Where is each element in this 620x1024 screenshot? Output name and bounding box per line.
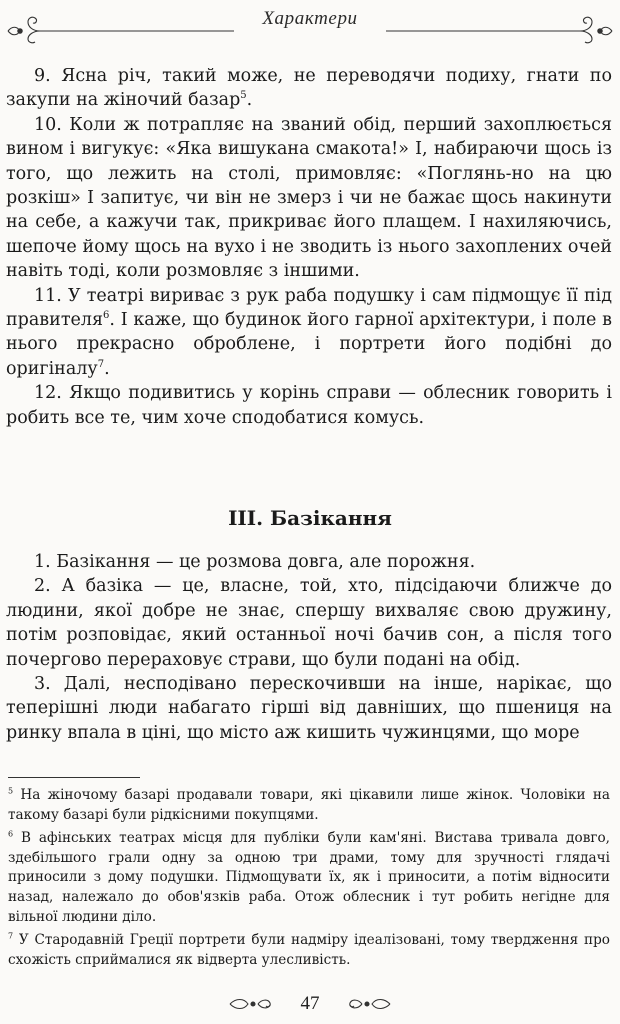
section-heading: III. Базікання [228, 506, 392, 530]
footnote-divider [8, 777, 140, 778]
footnote-7: $^7$ У Стародавній Греції портрети були надміру ідеалізовані, тому твердження про схожість сприймалися як відверта улесливість. [8, 931, 610, 968]
running-header [0, 0, 620, 50]
paragraph-2: 2. А базіка — це, власне, той, хто, підсідаючи ближче до людини, якої добре не знає, спершу вихваляє свою дружину, потім розповідає, який останньої ночі бачив сон, а після того почергово перераховує страви, що були подані на обід. [6, 576, 612, 670]
footnote-ref-5: 5 [240, 90, 247, 102]
paragraph-10: 10. Коли ж потрапляє на званий обід, перший захоплюється вином і вигукує: «Яка вишукана смакота!» І, набираючи щось із того, що лежить на столі, примовляє: «Поглянь-но на цю розкіш» І запитує, чи він не змерз і чи не бажає щось накинути на себе, а кажучи так, прикриває його плащем. І нахиляючись, шепоче йому щось на вухо і не зводить із нього захоплених очей навіть тоді, коли розмовляє з іншими. [6, 114, 612, 282]
running-title: Характери [262, 8, 358, 29]
paragraph-1: 1. Базікання — це розмова довга, але порожня. [34, 552, 476, 572]
body-text-top [6, 64, 612, 430]
footnote-6: $^6$ В афінських театрах місця для публіки були кам'яні. Вистава тривала довго, здебільшого грали одну за одною три драми, тому для зручності глядачі приносили з дому подушки. Підмощувати їх, як і приносити, а потім відносити назад, належало до обов'язків раба. Отож облесник і тут робить негідне для вільної людини діло. [8, 829, 610, 925]
footnote-ref-6: 6 [103, 310, 110, 322]
paragraph-12: 12. Якщо подивитись у корінь справи — облесник говорить і робить все те, чим хоче сподобатися комусь. [6, 383, 612, 428]
page-number: 47 [300, 993, 320, 1014]
paragraph-9: 9. Ясна річ, такий може, не переводячи подиху, гнати по закупи на жіночий базар$^5$. [6, 66, 612, 111]
page-folio [0, 990, 620, 1024]
footnotes [8, 786, 610, 974]
paragraph-3: 3. Далі, несподівано перескочивши на інше, нарікає, що теперішні люди набагато гірші від давніших, що пшениця на ринку впала в ціні, що місто аж кишить чужинцями, що море [6, 674, 612, 743]
footnote-5: $^5$ На жіночому базарі продавали товари, які цікавили лише жінок. Чоловіки на такому базарі були рідкісними покупцями. [8, 786, 610, 823]
footnote-ref-7: 7 [97, 359, 105, 371]
paragraph-11: 11. У театрі вириває з рук раба подушку і сам підмощує її під правителя$^6$. І каже, що будинок його гарної архітектури, і поле в нього прекрасно оброблене, і портрети його подібні до оригіналу$^7$. [6, 285, 612, 379]
body-text-bottom [6, 550, 612, 745]
